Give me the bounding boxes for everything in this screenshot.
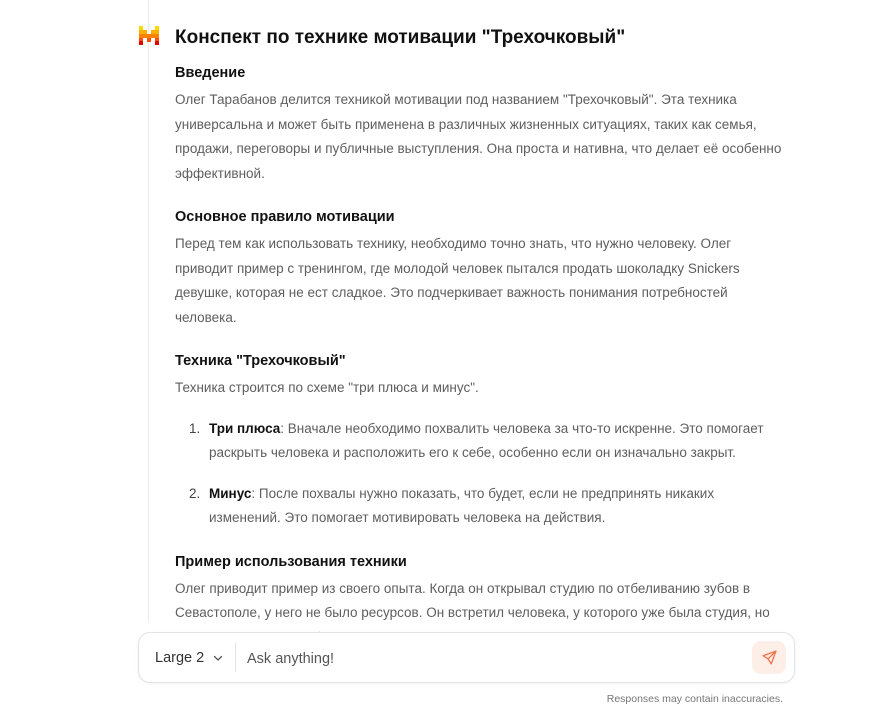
disclaimer-text: Responses may contain inaccuracies. xyxy=(606,693,783,705)
list-item-number: 1. xyxy=(189,420,201,436)
composer-divider xyxy=(235,643,236,672)
send-icon xyxy=(761,649,778,666)
list-item xyxy=(175,482,789,531)
model-selector[interactable] xyxy=(155,633,223,682)
section-text: Олег Тарабанов делится техникой мотивации под названием "Трехочковый". Эта техника универсальна и может быть применена в различных жизненных ситуациях, таких как семья, продажи, переговоры и публичные выступления. Она проста и нативна, что делает её особенно эффективной. xyxy=(175,92,782,181)
section-text: Техника строится по схеме "три плюса и минус". xyxy=(175,380,479,395)
message-content xyxy=(175,62,795,622)
section-technique xyxy=(175,350,795,531)
numbered-list xyxy=(175,417,795,531)
section-intro xyxy=(175,62,795,186)
thread-divider-line xyxy=(148,0,149,622)
list-item-term: Три плюса xyxy=(209,420,281,436)
mistral-logo-icon xyxy=(139,26,159,45)
section-text: Олег приводит пример из своего опыта. Когда он открывал студию по отбеливанию зубов в Севастополе, у него не было ресурсов. Он встретил человека, у которого уже была студия, но xyxy=(175,580,770,620)
chevron-down-icon xyxy=(213,653,223,663)
list-item-number: 2. xyxy=(189,485,201,501)
send-button[interactable] xyxy=(752,641,786,674)
list-item xyxy=(175,417,784,466)
chat-input[interactable] xyxy=(245,645,749,672)
section-heading: Введение xyxy=(175,65,246,81)
section-heading: Пример использования техники xyxy=(175,553,407,570)
model-selector-label: Large 2 xyxy=(155,649,205,666)
list-item-description: : Вначале необходимо похвалить человека за что-то искренне. Это помогает раскрыть человека и расположить его к себе, особенно если он изначально закрыт. xyxy=(209,420,764,460)
list-item-term: Минус xyxy=(209,485,252,501)
chat-composer xyxy=(138,632,795,683)
section-heading: Техника "Трехочковый" xyxy=(175,353,346,369)
doc-title: Конспект по технике мотивации "Трехочковый" xyxy=(175,27,626,48)
section-main-rule xyxy=(175,206,795,330)
list-item-description: : После похвалы нужно показать, что будет, если не предпринять никаких изменений. Это помогает мотивировать человека на действия. xyxy=(209,485,715,525)
section-text: Перед тем как использовать технику, необходимо точно знать, что нужно человеку. Олег приводит пример с тренингом, где молодой человек пытался продать шоколадку Snickers девушке, которая не ест сладкое. Это подчеркивает важность понимания потребностей человека. xyxy=(175,236,740,325)
section-heading: Основное правило мотивации xyxy=(175,209,395,225)
